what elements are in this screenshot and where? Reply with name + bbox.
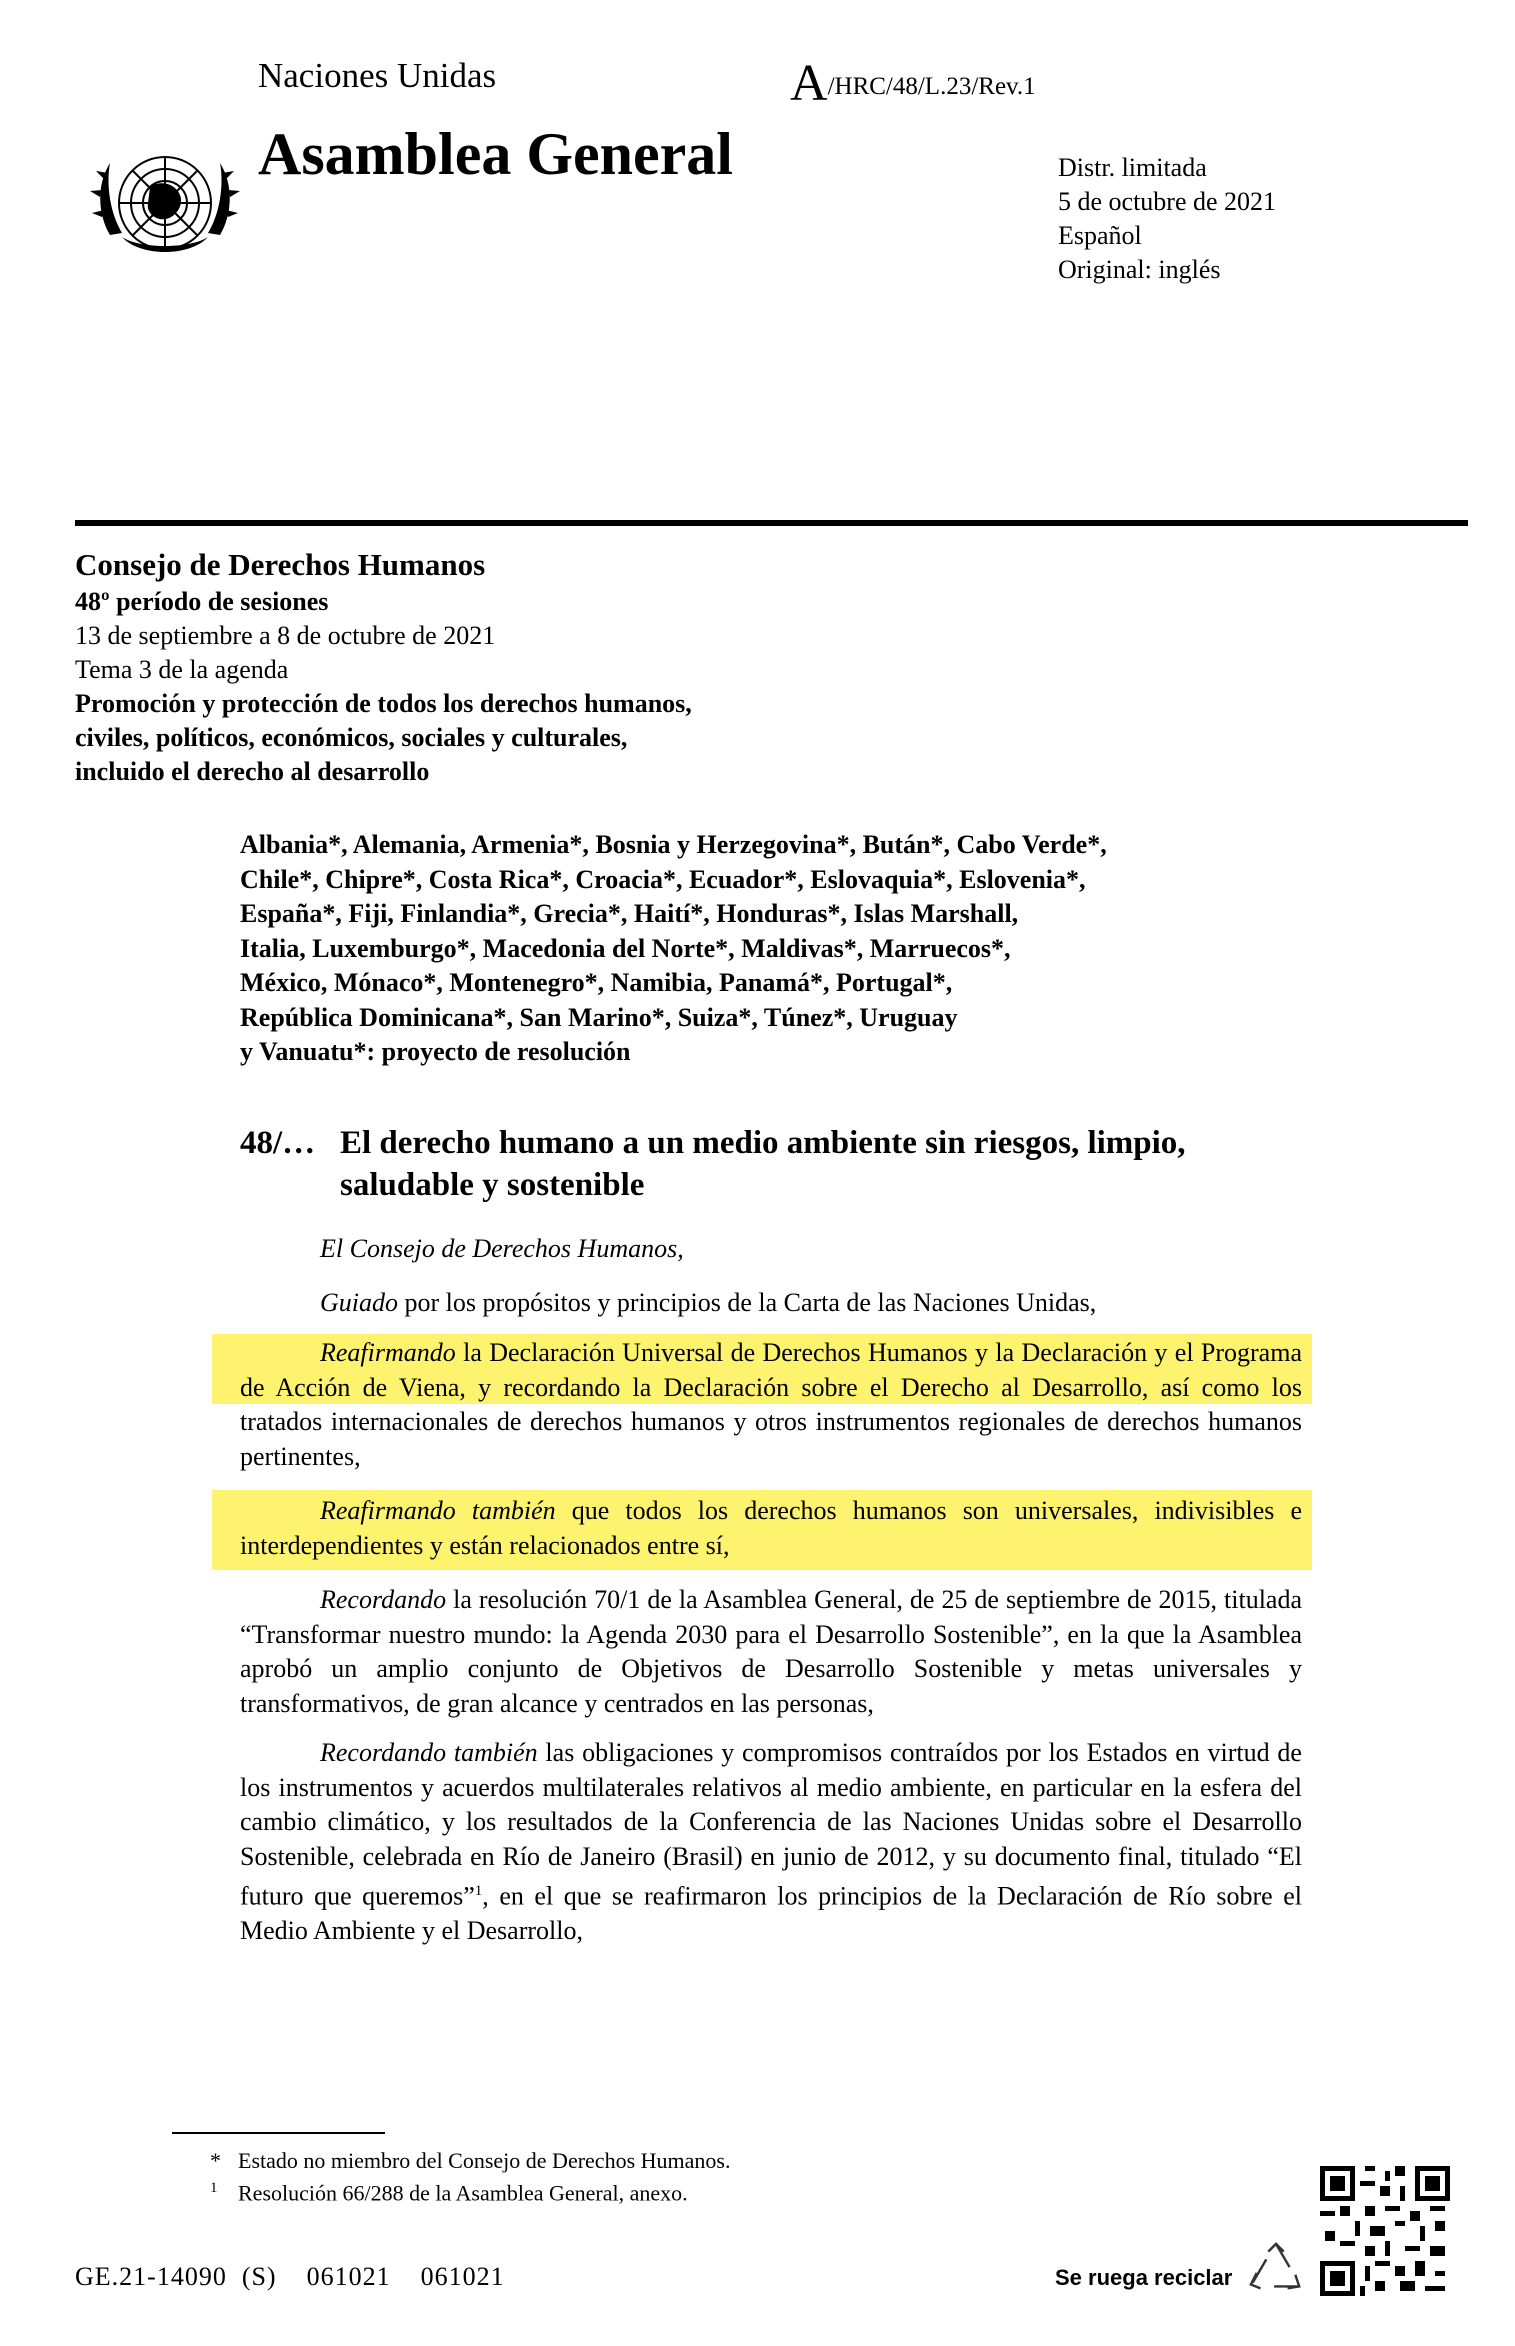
sponsors-line: República Dominicana*, San Marino*, Suiza*, Túnez*, Uruguay [240,1002,958,1032]
preamble-text: que todos los derechos humanos son universales, indivisibles e interdependientes y están relacionados entre sí, [240,1496,1302,1560]
preamble-paragraph [240,1494,1302,1563]
preamble-lead-word: Recordando [320,1585,447,1614]
distribution-date: 5 de octubre de 2021 [1058,187,1277,216]
preamble-opening: El Consejo de Derechos Humanos, [320,1234,684,1263]
original-language: Original: inglés [1058,255,1221,284]
symbol-letter: A [790,55,828,112]
footnote-mark: * [210,2148,221,2173]
sponsors-list [240,828,1240,1070]
preamble-lead-word: Guiado [320,1288,398,1317]
council-block [75,545,692,789]
agenda-title-line: Promoción y protección de todos los derechos humanos, [75,689,692,718]
preamble-paragraph [240,1286,1382,1321]
recycle-icon [1247,2240,1305,2298]
sponsors-line: México, Mónaco*, Montenegro*, Namibia, Panamá*, Portugal*, [240,968,953,997]
footnote [210,2180,688,2206]
document-symbol [790,54,1036,113]
footnote-text: Resolución 66/288 de la Asamblea General, anexo. [238,2180,688,2206]
agenda-item: Tema 3 de la agenda [75,655,289,684]
un-emblem-icon [80,125,250,295]
distribution-type: Distr. limitada [1058,153,1207,182]
sponsors-line: España*, Fiji, Finlandia*, Grecia*, Haití*, Honduras*, Islas Marshall, [240,899,1019,928]
preamble-text: por los propósitos y principios de la Carta de las Naciones Unidas, [398,1288,1097,1317]
agenda-title-line: incluido el derecho al desarrollo [75,757,430,786]
session-number: 48º período de sesiones [75,587,329,616]
sponsors-line: Italia, Luxemburgo*, Macedonia del Norte*, Maldivas*, Marruecos*, [240,933,1011,963]
symbol-code: /HRC/48/L.23/Rev.1 [827,73,1036,100]
sponsors-line: Albania*, Alemania, Armenia*, Bosnia y Herzegovina*, Bután*, Cabo Verde*, [240,830,1107,859]
preamble-text: la resolución 70/1 de la Asamblea General, de 25 de septiembre de 2015, titulada “Transformar nuestro mundo: la Agenda 2030 para el Desarrollo Sostenible”, en la que la Asamblea aprobó un amplio conjunto de Objetivos de Desarrollo Sostenible y metas universales y transformativos, de gran alcance y centrados en las personas, [240,1585,1302,1718]
qr-code-icon [1320,2166,1450,2296]
footnote-divider [172,2132,385,2134]
footnote-reference[interactable]: 1 [474,1883,483,1899]
footnote-text: Estado no miembro del Consejo de Derechos Humanos. [238,2148,731,2173]
footnote-mark: 1 [210,2180,218,2196]
preamble-text: , en el que se reafirmaron los principios de la Declaración de Río sobre el Medio Ambiente y el Desarrollo, [240,1881,1303,1946]
sponsors-line: Chile*, Chipre*, Costa Rica*, Croacia*, Ecuador*, Eslovaquia*, Eslovenia*, [240,864,1086,894]
preamble-paragraph [240,1232,1382,1267]
preamble-lead-word: Reafirmando [320,1338,456,1367]
preamble-lead-word: Recordando también [320,1738,538,1767]
distribution-info [1058,151,1276,287]
council-name: Consejo de Derechos Humanos [75,547,486,582]
assembly-title: Asamblea General [258,121,733,187]
agenda-title-line: civiles, políticos, económicos, sociales y culturales, [75,723,628,752]
preamble-paragraph [240,1736,1302,1949]
organization-name: Naciones Unidas [258,56,497,95]
preamble-text: la Declaración Universal de Derechos Humanos y la Declaración y el Programa de Acción de Viena, y recordando la Declaración sobre el Derecho al Desarrollo, así como los tratados internacionales de derechos humanos y otros instrumentos regionales de derechos humanos pertinentes, [240,1338,1302,1471]
preamble-lead-word: Reafirmando también [320,1496,556,1525]
sponsors-line: y Vanuatu*: proyecto de resolución [240,1037,631,1066]
resolution-title: El derecho humano a un medio ambiente sin riesgos, limpio, saludable y sostenible [340,1125,1186,1203]
preamble-paragraph [240,1336,1302,1474]
footnote [210,2148,730,2174]
session-dates: 13 de septiembre a 8 de octubre de 2021 [75,621,496,650]
resolution-number: 48/… [240,1125,316,1161]
document-language: Español [1058,221,1142,250]
preamble-paragraph [240,1583,1302,1721]
preamble-text: las obligaciones y compromisos contraídos por los Estados en virtud de los instrumentos y acuerdos multilaterales relativos al medio ambiente, en particular en la esfera del cambio climático, y los resultados de la Conferencia de las Naciones Unidas sobre el Desarrollo Sostenible, celebrada en Río de Janeiro (Brasil) en junio de 2012, y su documento final, titulado “El futuro que queremos” [240,1738,1302,1911]
recycle-notice: Se ruega reciclar [1055,2265,1233,2290]
header-divider [75,520,1468,526]
document-number: GE.21-14090 (S) 061021 061021 [75,2262,505,2291]
